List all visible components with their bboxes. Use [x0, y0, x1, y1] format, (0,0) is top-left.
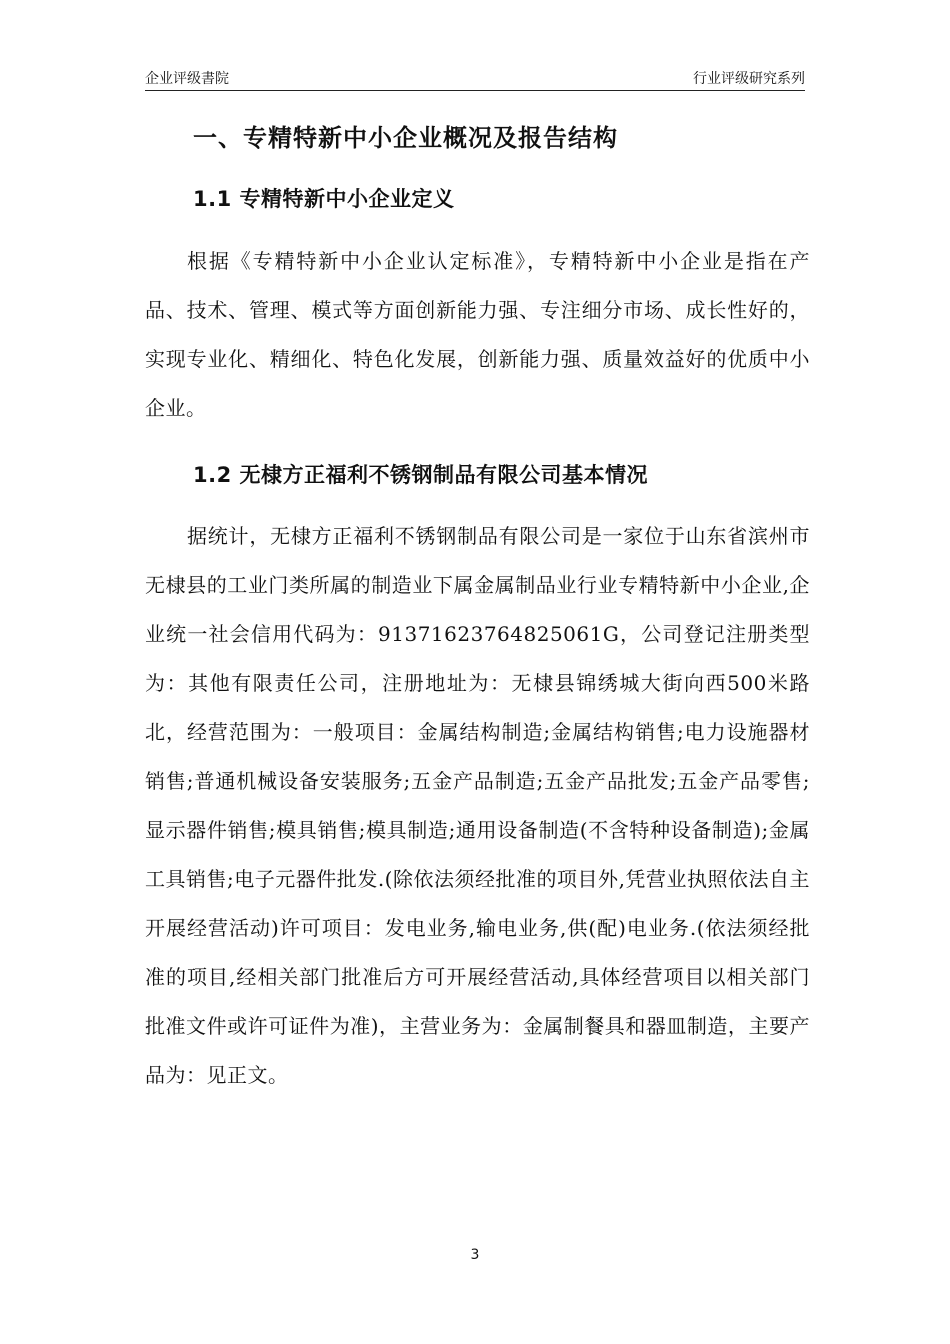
section-title: 一、专精特新中小企业概况及报告结构 [193, 124, 618, 152]
subsection-title-1-2: 1.2 无棣方正福利不锈钢制品有限公司基本情况 [193, 463, 649, 487]
company-info-paragraph: 据统计，无棣方正福利不锈钢制品有限公司是一家位于山东省滨州市无棣县的工业门类所属的制造业下属金属制品业行业专精特新中小企业,企业统一社会信用代码为：91371623764825061G，公司登记注册类型为：其他有限责任公司，注册地址为：无棣县锦绣城大街向西500米路北，经营范围为：一般项目：金属结构制造;金属结构销售;电力设施器材销售;普通机械设备安装服务;五金产品制造;五金产品批发;五金产品零售;显示器件销售;模具销售;模具制造;通用设备制造(不含特种设备制造);金属工具销售;电子元器件批发.(除依法须经批准的项目外,凭营业执照依法自主开展经营活动)许可项目：发电业务,输电业务,供(配)电业务.(依法须经批准的项目,经相关部门批准后方可开展经营活动,具体经营项目以相关部门批准文件或许可证件为准)，主营业务为：金属制餐具和器皿制造，主要产品为：见正文。 [145, 524, 810, 1087]
page-number: 3 [470, 1247, 480, 1263]
subsection-title-1-1: 1.1 专精特新中小企业定义 [193, 187, 455, 211]
definition-paragraph: 根据《专精特新中小企业认定标准》，专精特新中小企业是指在产品、技术、管理、模式等方面创新能力强、专注细分市场、成长性好的，实现专业化、精细化、特色化发展，创新能力强、质量效益好的优质中小企业。 [145, 249, 810, 420]
header-left-text: 企业评级書院 [145, 71, 229, 87]
page-header [145, 66, 805, 91]
header-right-text: 行业评级研究系列 [693, 71, 805, 87]
